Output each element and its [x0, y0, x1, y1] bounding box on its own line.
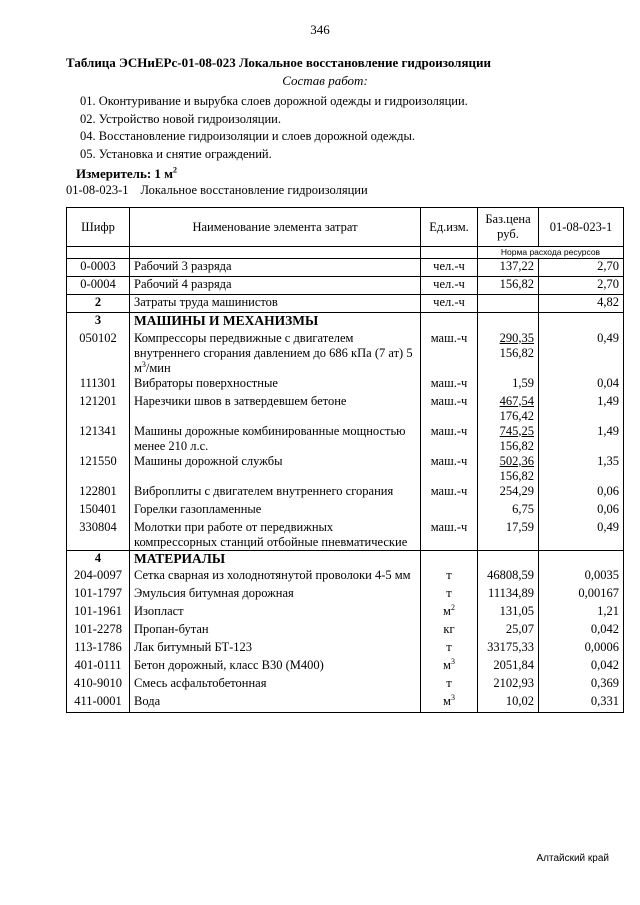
work-item: 01. Оконтуривание и вырубка слоев дорожной одежды и гидроизоляции.: [80, 94, 468, 108]
row-price: [478, 658, 539, 676]
footer-region: Алтайский край: [536, 853, 609, 864]
table-row: [67, 694, 624, 712]
row-norm-value: 0,0035: [539, 568, 624, 586]
row-name: [130, 568, 421, 586]
row-name: [130, 622, 421, 640]
row-unit-sup: 3: [450, 656, 455, 666]
row-name: [130, 484, 421, 502]
row-name: [130, 259, 421, 277]
row-unit-text: маш.-ч: [430, 519, 468, 534]
row-price-main: 156,82: [499, 277, 534, 291]
row-code: 0-0003: [67, 259, 130, 277]
row-code: 121201: [67, 394, 130, 424]
row-price-salary: 176,42: [499, 408, 534, 423]
norm-code-line: [66, 183, 368, 198]
row-name-text: Затраты труда машинистов: [134, 295, 278, 309]
table-row: [67, 586, 624, 604]
row-code: 2: [67, 295, 130, 313]
header-column-code: 01-08-023-1: [539, 208, 624, 247]
work-item: 02. Устройство новой гидроизоляции.: [80, 111, 281, 126]
row-unit-text: т: [446, 640, 452, 654]
row-price-main: 46808,59: [487, 568, 534, 582]
row-code: 122801: [67, 484, 130, 502]
row-name: [130, 331, 421, 376]
row-price: [478, 694, 539, 712]
row-name-text: Эмульсия битумная дорожная: [134, 586, 294, 600]
row-unit: [421, 550, 478, 568]
row-name-text: Машины дорожные комбинированные мощностью менее 210 л.с.: [134, 423, 406, 453]
row-price: [478, 454, 539, 484]
row-name: [130, 640, 421, 658]
work-item: 04. Восстановление гидроизоляции и слоев дорожной одежды.: [80, 129, 416, 143]
table-row: [67, 550, 624, 568]
row-price-salary: 156,82: [499, 438, 534, 453]
header-name: Наименование элемента затрат: [130, 208, 421, 247]
page-number: 346: [310, 22, 330, 37]
row-name-text: Компрессоры передвижные с двигателем внутреннего сгорания давлением до 686 кПа (7 ат) 5 м: [134, 330, 413, 375]
row-name-text: Пропан-бутан: [134, 622, 209, 636]
row-unit-sup: 2: [450, 602, 455, 612]
row-price: [478, 277, 539, 295]
row-price-main: 254,29: [499, 483, 534, 498]
row-norm-value: 0,042: [539, 622, 624, 640]
row-unit-text: маш.-ч: [430, 423, 468, 438]
row-name: [130, 586, 421, 604]
row-code: 101-2278: [67, 622, 130, 640]
row-unit: [421, 520, 478, 551]
row-norm-value: 1,21: [539, 604, 624, 622]
row-name: [130, 658, 421, 676]
table-row: [67, 604, 624, 622]
header-norm: Норма расхода ресурсов: [478, 247, 624, 259]
row-price-main: 10,02: [505, 694, 534, 708]
row-price: [478, 376, 539, 394]
header-price: Баз.цена руб.: [478, 208, 539, 247]
row-norm-value: 0,00167: [539, 586, 624, 604]
row-price: [478, 604, 539, 622]
row-name: [130, 502, 421, 520]
row-price: [478, 502, 539, 520]
row-price-salary: 156,82: [499, 468, 534, 483]
row-price: [478, 259, 539, 277]
row-name: [130, 676, 421, 694]
row-unit-text: м: [443, 604, 451, 618]
row-unit-text: маш.-ч: [430, 330, 468, 345]
row-unit: [421, 640, 478, 658]
row-name: [130, 277, 421, 295]
row-name: [130, 550, 421, 568]
norm-description: Локальное восстановление гидроизоляции: [140, 183, 368, 197]
table-row: [67, 658, 624, 676]
row-norm-value: [539, 550, 624, 568]
row-price-main: 17,59: [505, 519, 534, 534]
row-price-main: 2051,84: [493, 658, 534, 672]
row-unit: [421, 331, 478, 376]
row-unit-text: чел.-ч: [433, 277, 465, 291]
row-code: 121550: [67, 454, 130, 484]
row-unit: [421, 694, 478, 712]
row-name: [130, 604, 421, 622]
row-name-text: Молотки при работе от передвижных компрессорных станций отбойные пневматические: [134, 519, 408, 549]
row-unit: [421, 586, 478, 604]
row-unit-text: т: [446, 586, 452, 600]
row-name-text: Смесь асфальтобетонная: [134, 676, 267, 690]
table-row: [67, 640, 624, 658]
row-name-text: Рабочий 3 разряда: [134, 259, 232, 273]
row-norm-value: 1,49: [539, 394, 624, 424]
row-norm-value: 0,331: [539, 694, 624, 712]
table-row: [67, 622, 624, 640]
row-name-text: Нарезчики швов в затвердевшем бетоне: [134, 393, 347, 408]
row-unit: [421, 277, 478, 295]
row-price-main: 25,07: [505, 622, 534, 636]
row-name: [130, 295, 421, 313]
row-price: [478, 313, 539, 331]
row-norm-value: 1,35: [539, 454, 624, 484]
row-code: 401-0111: [67, 658, 130, 676]
row-unit-text: м: [443, 694, 451, 708]
row-unit: [421, 568, 478, 586]
row-unit: [421, 658, 478, 676]
row-unit-text: чел.-ч: [433, 295, 465, 309]
row-price-main: 2102,93: [493, 676, 534, 690]
row-unit: [421, 295, 478, 313]
row-code: 111301: [67, 376, 130, 394]
row-name-text: Рабочий 4 разряда: [134, 277, 232, 291]
row-norm-value: 0,04: [539, 376, 624, 394]
row-name-text: Горелки газопламенные: [134, 501, 262, 516]
row-norm-value: 2,70: [539, 259, 624, 277]
row-code: 330804: [67, 520, 130, 551]
meter-label: Измеритель: 1 м: [76, 166, 174, 181]
table-row: [67, 454, 624, 484]
row-name-text: Бетон дорожный, класс В30 (М400): [134, 658, 324, 672]
row-code: 3: [67, 313, 130, 331]
row-code: 050102: [67, 331, 130, 376]
row-unit: [421, 604, 478, 622]
table-row: [67, 424, 624, 454]
row-code: 4: [67, 550, 130, 568]
row-price: [478, 640, 539, 658]
row-unit-text: м: [443, 658, 451, 672]
table-row: [67, 376, 624, 394]
row-price: [478, 568, 539, 586]
row-code: 150401: [67, 502, 130, 520]
row-unit: [421, 394, 478, 424]
row-price-main: 131,05: [499, 604, 534, 618]
row-name-text: МАТЕРИАЛЫ: [134, 550, 226, 566]
row-price-main: 745,25: [499, 423, 534, 438]
row-price: [478, 484, 539, 502]
table-title: Таблица ЭСНиЕРс-01-08-023 Локальное восстановление гидроизоляции: [66, 55, 491, 70]
row-norm-value: 2,70: [539, 277, 624, 295]
row-unit: [421, 676, 478, 694]
row-unit-text: кг: [443, 622, 455, 636]
row-norm-value: 4,82: [539, 295, 624, 313]
row-price: [478, 676, 539, 694]
resource-table: [66, 207, 624, 713]
row-name-text: Сетка сварная из холоднотянутой проволоки 4-5 мм: [134, 568, 411, 582]
row-unit-text: чел.-ч: [433, 259, 465, 273]
row-norm-value: 0,06: [539, 484, 624, 502]
row-price: [478, 550, 539, 568]
row-unit: [421, 424, 478, 454]
row-unit-text: т: [446, 676, 452, 690]
table-row: [67, 568, 624, 586]
row-name-text: Лак битумный БТ-123: [134, 640, 253, 654]
table-row: [67, 259, 624, 277]
row-price-main: 137,22: [499, 259, 534, 273]
row-name: [130, 376, 421, 394]
row-norm-value: 0,49: [539, 331, 624, 376]
row-norm-value: [539, 313, 624, 331]
row-name-text: Виброплиты с двигателем внутреннего сгорания: [134, 483, 394, 498]
table-row: [67, 484, 624, 502]
row-norm-value: 0,0006: [539, 640, 624, 658]
row-name: [130, 520, 421, 551]
table-row: [67, 295, 624, 313]
table-row: [67, 277, 624, 295]
works-subtitle: Состав работ:: [282, 73, 368, 88]
row-unit-text: маш.-ч: [430, 483, 468, 498]
row-price-main: 6,75: [512, 501, 534, 516]
row-unit-text: маш.-ч: [430, 375, 468, 390]
row-price-salary: 156,82: [499, 345, 534, 360]
row-norm-value: 0,042: [539, 658, 624, 676]
row-name: [130, 394, 421, 424]
row-price-main: 290,35: [499, 330, 534, 345]
work-item: 05. Установка и снятие ограждений.: [80, 146, 272, 161]
row-name: [130, 694, 421, 712]
works-list: [80, 93, 468, 163]
row-name: [130, 454, 421, 484]
table-row: [67, 394, 624, 424]
row-price: [478, 424, 539, 454]
table-row: [67, 313, 624, 331]
row-name-text: МАШИНЫ И МЕХАНИЗМЫ: [134, 313, 319, 328]
row-code: 101-1797: [67, 586, 130, 604]
row-price-main: 33175,33: [487, 640, 534, 654]
row-name-tail: /мин: [145, 360, 171, 375]
row-norm-value: 0,369: [539, 676, 624, 694]
row-unit: [421, 484, 478, 502]
row-code: 410-9010: [67, 676, 130, 694]
row-unit: [421, 622, 478, 640]
row-price-main: 1,59: [512, 375, 534, 390]
row-unit-text: маш.-ч: [430, 453, 468, 468]
row-price-main: 502,36: [499, 453, 534, 468]
row-norm-value: 1,49: [539, 424, 624, 454]
norm-code: 01-08-023-1: [66, 183, 129, 197]
row-price: [478, 394, 539, 424]
row-name-text: Вибраторы поверхностные: [134, 375, 278, 390]
row-code: 0-0004: [67, 277, 130, 295]
meter-line: [76, 166, 177, 182]
row-code: 113-1786: [67, 640, 130, 658]
row-code: 411-0001: [67, 694, 130, 712]
row-name-text: Изопласт: [134, 604, 184, 618]
row-name: [130, 424, 421, 454]
row-unit: [421, 313, 478, 331]
row-price-main: 11134,89: [488, 586, 534, 600]
table-row: [67, 331, 624, 376]
row-unit: [421, 376, 478, 394]
table-row: [67, 676, 624, 694]
row-norm-value: 0,49: [539, 520, 624, 551]
row-price: [478, 331, 539, 376]
row-name-text: Машины дорожной службы: [134, 453, 283, 468]
row-name-text: Вода: [134, 694, 161, 708]
table-row: [67, 520, 624, 551]
row-unit-text: маш.-ч: [430, 393, 468, 408]
row-name: [130, 313, 421, 331]
row-price: [478, 295, 539, 313]
meter-sup: 2: [173, 165, 178, 175]
table-row: [67, 502, 624, 520]
row-price: [478, 520, 539, 551]
row-unit-text: т: [446, 568, 452, 582]
row-norm-value: 0,06: [539, 502, 624, 520]
row-code: 101-1961: [67, 604, 130, 622]
row-name-sup: 3: [141, 359, 146, 369]
row-price-main: 467,54: [499, 393, 534, 408]
row-unit: [421, 502, 478, 520]
row-unit-sup: 3: [450, 692, 455, 702]
resource-table-body: [67, 259, 624, 713]
row-code: 204-0097: [67, 568, 130, 586]
row-price: [478, 586, 539, 604]
row-code: 121341: [67, 424, 130, 454]
header-code: Шифр: [67, 208, 130, 247]
header-unit: Ед.изм.: [421, 208, 478, 247]
row-price: [478, 622, 539, 640]
row-unit: [421, 259, 478, 277]
row-unit: [421, 454, 478, 484]
